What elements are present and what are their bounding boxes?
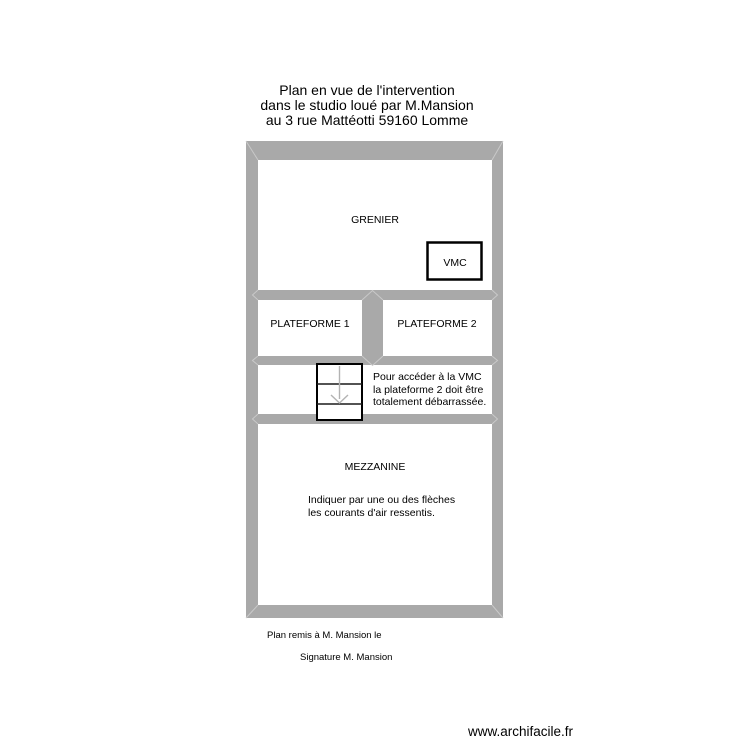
plan-title-line-3: au 3 rue Mattéotti 59160 Lomme [265,112,469,128]
plan-title-line-1: Plan en vue de l'intervention [279,82,455,98]
signature-note: Signature M. Mansion [300,652,393,663]
room-mezzanine-label: MEZZANINE [344,461,406,473]
vmc-label: VMC [443,257,467,269]
vmc-access-note-line-1: Pour accéder à la VMC [373,371,482,383]
vmc-access-note-line-3: totalement débarrassée. [373,396,487,408]
room-plateforme-2-label: PLATEFORME 2 [397,318,477,330]
plan-title-line-2: dans le studio loué par M.Mansion [260,97,474,113]
airflow-note-line-2: les courants d'air ressentis. [308,507,435,519]
handover-note: Plan remis à M. Mansion le [267,630,382,641]
website-credit: www.archifacile.fr [468,724,574,739]
room-plateforme-1-label: PLATEFORME 1 [270,318,350,330]
room-grenier-label: GRENIER [351,214,399,226]
vmc-access-note-line-2: la plateforme 2 doit être [373,384,484,396]
airflow-note-line-1: Indiquer par une ou des flèches [308,494,456,506]
